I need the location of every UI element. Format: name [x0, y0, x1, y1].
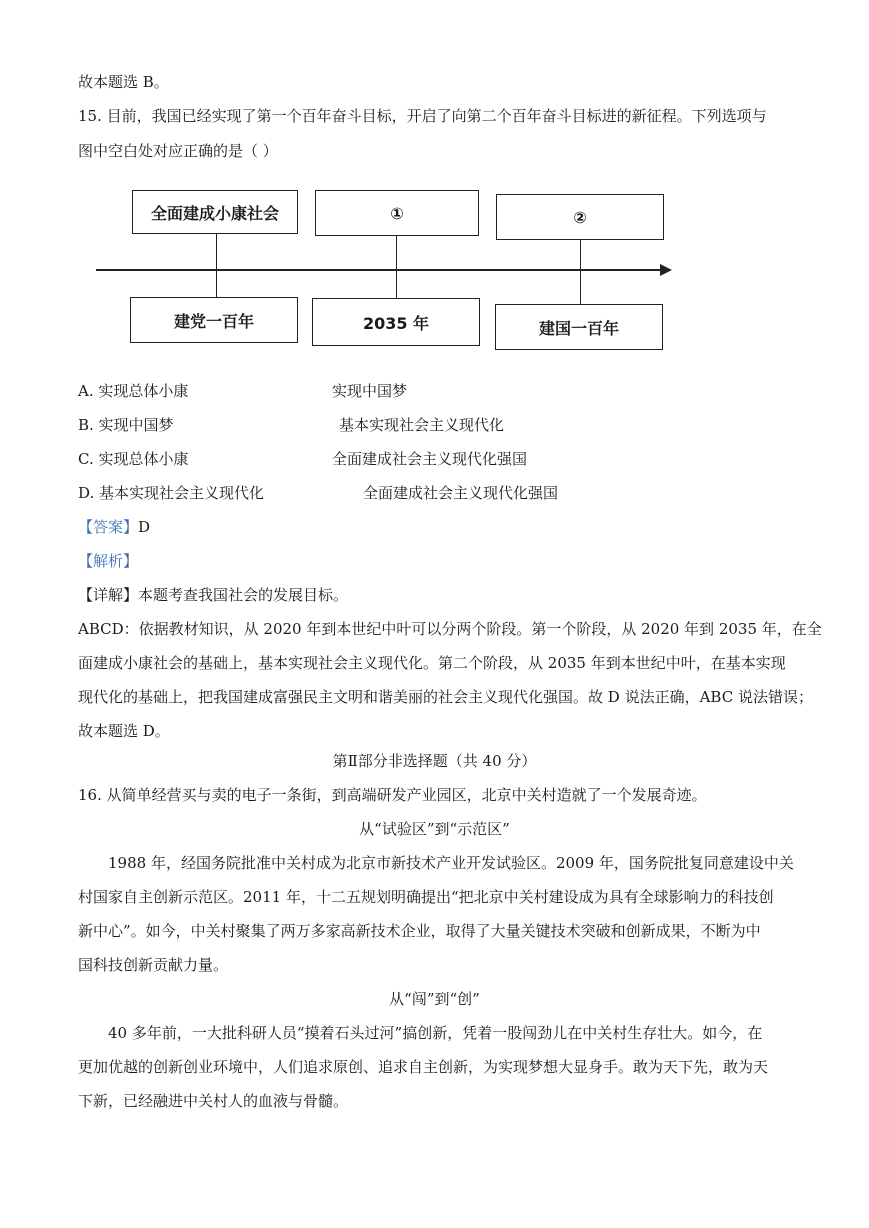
section-1-line-4: 国科技创新贡献力量。 [78, 956, 229, 974]
option-b-second: 基本实现社会主义现代化 [339, 416, 505, 434]
section-2-title: 从“闯”到“创” [389, 990, 480, 1008]
answer-line [78, 517, 150, 537]
option-a-label: A. 实现总体小康 [78, 382, 189, 400]
option-d-label: D. 基本实现社会主义现代化 [78, 484, 265, 502]
option-c-second: 全面建成社会主义现代化强国 [332, 450, 528, 468]
previous-answer-conclusion: 故本题选 B。 [78, 73, 169, 91]
top-box-well-off-society: 全面建成小康社会 [132, 190, 298, 234]
bottom-box-2035: 2035 年 [312, 298, 480, 346]
section-2-line-2: 更加优越的创新创业环境中，人们追求原创、追求自主创新，为实现梦想大显身手。敢为天下先，敢为天 [78, 1058, 769, 1076]
connector-line-1 [216, 232, 217, 297]
detail-line: 【详解】本题考查我国社会的发展目标。 [78, 586, 349, 604]
connector-line-3 [580, 238, 581, 304]
explanation-line-3: 现代化的基础上，把我国建成富强民主文明和谐美丽的社会主义现代化强国。故 D 说法正确，ABC 说法错误； [78, 688, 813, 706]
option-b-label: B. 实现中国梦 [78, 416, 174, 434]
option-c-label: C. 实现总体小康 [78, 450, 189, 468]
question-15-stem-line2: 图中空白处对应正确的是（ ） [78, 142, 278, 160]
section-1-title: 从“试验区”到“示范区” [359, 820, 510, 838]
explanation-line-1: ABCD：依据教材知识，从 2020 年到本世纪中叶可以分两个阶段。第一个阶段，从 2020 年到 2035 年，在全 [78, 620, 822, 638]
section-2-line-3: 下新，已经融进中关村人的血液与骨髓。 [78, 1092, 349, 1110]
answer-tag: 【答案】 [78, 518, 139, 536]
top-box-blank-2: ② [496, 194, 664, 240]
explanation-line-4: 故本题选 D。 [78, 722, 170, 740]
section-1-line-2: 村国家自主创新示范区。2011 年，十二五规划明确提出“把北京中关村建设成为具有全球影响力的科技创 [78, 888, 774, 906]
bottom-box-nation-centenary: 建国一百年 [495, 304, 663, 350]
timeline-diagram [90, 182, 690, 362]
bottom-box-party-centenary: 建党一百年 [130, 297, 298, 343]
top-box-blank-1: ① [315, 190, 479, 236]
question-15-stem-line1: 15. 目前，我国已经实现了第一个百年奋斗目标，开启了向第二个百年奋斗目标进的新征程。下列选项与 [78, 107, 767, 125]
answer-value: D [138, 518, 151, 536]
connector-line-2 [396, 234, 397, 298]
section-2-line-1: 40 多年前，一大批科研人员“摸着石头过河”搞创新，凭着一股闯劲儿在中关村生存壮大。如今，在 [108, 1024, 763, 1042]
analysis-tag: 【解析】 [78, 552, 139, 570]
explanation-line-2: 面建成小康社会的基础上，基本实现社会主义现代化。第二个阶段，从 2035 年到本世纪中叶，在基本实现 [78, 654, 786, 672]
section-1-line-3: 新中心”。如今，中关村聚集了两万多家高新技术企业，取得了大量关键技术突破和创新成果，不断为中 [78, 922, 761, 940]
timeline-arrowhead [660, 264, 672, 276]
part-2-heading: 第Ⅱ部分非选择题（共 40 分） [332, 752, 537, 770]
option-a-second: 实现中国梦 [332, 382, 408, 400]
option-d-second: 全面建成社会主义现代化强国 [363, 484, 559, 502]
section-1-line-1: 1988 年，经国务院批准中关村成为北京市新技术产业开发试验区。2009 年，国务院批复同意建设中关 [108, 854, 794, 872]
question-16-stem: 16. 从简单经营买与卖的电子一条街，到高端研发产业园区，北京中关村造就了一个发展奇迹。 [78, 786, 707, 804]
timeline-axis [96, 269, 662, 271]
